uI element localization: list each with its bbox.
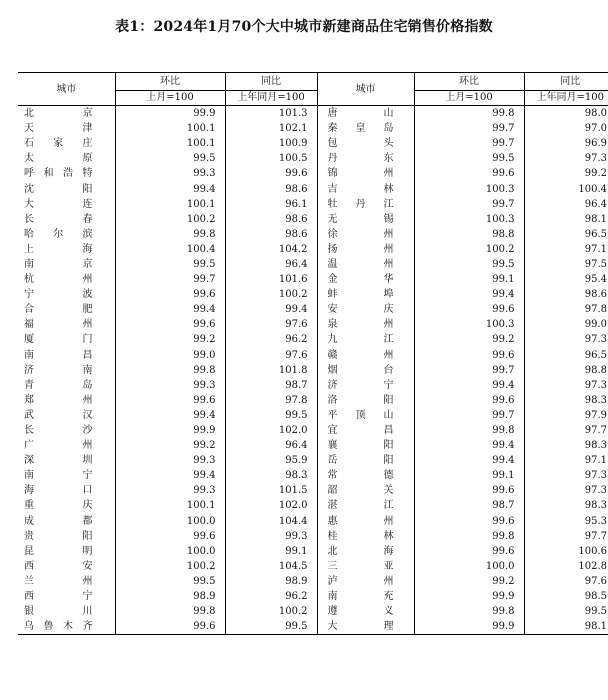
mom-value-right: 99.5 — [414, 151, 524, 166]
mom-value-right: 99.7 — [414, 408, 524, 423]
city-name-right: 北 海 — [317, 544, 414, 559]
yoy-value-right: 97.8 — [524, 302, 608, 317]
mom-value-left: 100.0 — [115, 544, 225, 559]
yoy-value-left: 99.6 — [225, 166, 317, 181]
table-row — [18, 242, 608, 257]
mom-value-right: 99.7 — [414, 197, 524, 212]
table-row — [18, 378, 608, 393]
city-name-left: 沈 阳 — [24, 183, 93, 195]
table-row — [18, 408, 608, 423]
yoy-value-left: 101.3 — [225, 106, 317, 122]
table-row — [18, 393, 608, 408]
mom-value-right: 99.6 — [414, 514, 524, 529]
yoy-value-right: 97.3 — [524, 378, 608, 393]
table-row — [18, 227, 608, 242]
yoy-value-right: 96.5 — [524, 348, 608, 363]
yoy-value-left: 97.8 — [225, 393, 317, 408]
yoy-value-right: 98.0 — [524, 106, 608, 122]
city-name-right: 赣 州 — [317, 348, 414, 363]
mom-value-right: 99.8 — [414, 106, 524, 122]
table-row — [18, 181, 608, 196]
city-name-right: 烟 台 — [317, 363, 414, 378]
city-name-left: 福 州 — [24, 319, 93, 331]
yoy-value-left: 99.1 — [225, 544, 317, 559]
yoy-header-right: 同比 — [524, 73, 608, 91]
mom-value-left: 99.4 — [115, 302, 225, 317]
mom-value-left: 99.4 — [115, 468, 225, 483]
table-row — [18, 166, 608, 181]
yoy-value-left: 99.4 — [225, 302, 317, 317]
table-row — [18, 529, 608, 544]
yoy-value-right: 97.3 — [524, 332, 608, 347]
yoy-value-right: 96.4 — [524, 197, 608, 212]
table-row — [18, 106, 608, 122]
mom-value-right: 99.8 — [414, 423, 524, 438]
mom-value-right: 99.6 — [414, 302, 524, 317]
mom-value-right: 100.0 — [414, 559, 524, 574]
city-header-left: 城市 — [18, 73, 115, 106]
city-name-right: 泉 州 — [317, 317, 414, 332]
yoy-value-left: 99.5 — [225, 408, 317, 423]
yoy-value-right: 95.3 — [524, 514, 608, 529]
mom-header-left: 环比 — [115, 73, 225, 91]
mom-value-left: 99.3 — [115, 483, 225, 498]
yoy-value-right: 97.3 — [524, 468, 608, 483]
table-row — [18, 363, 608, 378]
mom-value-left: 99.8 — [115, 363, 225, 378]
yoy-value-left: 104.4 — [225, 514, 317, 529]
mom-value-right: 99.4 — [414, 438, 524, 453]
mom-value-right: 99.6 — [414, 393, 524, 408]
city-name-right: 惠 州 — [317, 514, 414, 529]
city-name-right: 济 宁 — [317, 378, 414, 393]
mom-value-left: 99.6 — [115, 287, 225, 302]
city-name-left: 西 安 — [24, 560, 93, 572]
city-name-right: 泸 州 — [317, 574, 414, 589]
yoy-value-right: 99.0 — [524, 317, 608, 332]
city-name-left: 南 宁 — [24, 470, 93, 482]
yoy-value-left: 100.2 — [225, 604, 317, 619]
city-name-left: 银 川 — [24, 606, 93, 618]
mom-value-right: 99.7 — [414, 363, 524, 378]
yoy-value-right: 100.6 — [524, 544, 608, 559]
table-row — [18, 559, 608, 574]
city-name-left: 青 岛 — [24, 379, 93, 391]
city-name-right: 安 庆 — [317, 302, 414, 317]
city-name-left: 济 南 — [24, 364, 93, 376]
city-name-left: 昆 明 — [24, 545, 93, 557]
city-name-right: 九 江 — [317, 332, 414, 347]
mom-value-right: 99.6 — [414, 166, 524, 181]
yoy-value-left: 96.4 — [225, 438, 317, 453]
mom-value-left: 99.3 — [115, 378, 225, 393]
yoy-value-right: 98.6 — [524, 287, 608, 302]
yoy-value-right: 97.5 — [524, 257, 608, 272]
mom-value-left: 99.3 — [115, 166, 225, 181]
yoy-value-left: 98.6 — [225, 181, 317, 196]
yoy-value-left: 95.9 — [225, 453, 317, 468]
yoy-value-left: 102.1 — [225, 121, 317, 136]
table-row — [18, 151, 608, 166]
table-row — [18, 438, 608, 453]
mom-value-right: 100.3 — [414, 212, 524, 227]
mom-value-right: 99.2 — [414, 574, 524, 589]
yoy-value-left: 102.0 — [225, 498, 317, 513]
yoy-value-right: 98.1 — [524, 619, 608, 635]
yoy-value-left: 100.5 — [225, 151, 317, 166]
mom-value-right: 99.7 — [414, 136, 524, 151]
city-name-left: 北 京 — [24, 108, 93, 120]
mom-value-right: 99.2 — [414, 332, 524, 347]
mom-value-left: 100.1 — [115, 498, 225, 513]
yoy-value-left: 99.5 — [225, 619, 317, 635]
mom-value-right: 99.7 — [414, 121, 524, 136]
table-row — [18, 498, 608, 513]
mom-base-right: 上月=100 — [414, 91, 524, 106]
table-row — [18, 272, 608, 287]
mom-value-right: 99.9 — [414, 589, 524, 604]
city-name-left: 哈尔滨 — [24, 228, 93, 240]
mom-value-left: 98.9 — [115, 589, 225, 604]
table-row — [18, 302, 608, 317]
table-row — [18, 544, 608, 559]
yoy-value-left: 98.6 — [225, 212, 317, 227]
city-name-right: 牡丹江 — [317, 197, 414, 212]
city-name-left: 宁 波 — [24, 289, 93, 301]
mom-value-left: 100.1 — [115, 136, 225, 151]
yoy-value-left: 96.2 — [225, 332, 317, 347]
yoy-value-left: 96.1 — [225, 197, 317, 212]
mom-value-left: 100.2 — [115, 559, 225, 574]
city-name-right: 三 亚 — [317, 559, 414, 574]
mom-value-left: 99.6 — [115, 393, 225, 408]
city-name-right: 洛 阳 — [317, 393, 414, 408]
mom-base-left: 上月=100 — [115, 91, 225, 106]
yoy-value-right: 97.7 — [524, 529, 608, 544]
table-row — [18, 317, 608, 332]
mom-value-left: 99.8 — [115, 227, 225, 242]
mom-value-right: 99.4 — [414, 453, 524, 468]
city-name-left: 深 圳 — [24, 455, 93, 467]
city-name-left: 重 庆 — [24, 500, 93, 512]
yoy-value-right: 98.3 — [524, 438, 608, 453]
yoy-value-left: 96.2 — [225, 589, 317, 604]
yoy-value-left: 98.9 — [225, 574, 317, 589]
table-row — [18, 332, 608, 347]
mom-value-right: 99.6 — [414, 544, 524, 559]
header-row-labels — [18, 73, 608, 91]
mom-value-right: 100.2 — [414, 242, 524, 257]
table-row — [18, 348, 608, 363]
city-name-left: 天 津 — [24, 123, 93, 135]
table-row — [18, 423, 608, 438]
city-name-right: 温 州 — [317, 257, 414, 272]
mom-value-left: 99.9 — [115, 106, 225, 122]
yoy-value-left: 98.3 — [225, 468, 317, 483]
city-name-right: 包 头 — [317, 136, 414, 151]
yoy-value-right: 98.3 — [524, 498, 608, 513]
yoy-value-right: 97.9 — [524, 408, 608, 423]
city-name-left: 厦 门 — [24, 334, 93, 346]
mom-value-left: 99.8 — [115, 604, 225, 619]
table-row — [18, 468, 608, 483]
mom-value-right: 99.1 — [414, 468, 524, 483]
table-row — [18, 604, 608, 619]
yoy-value-left: 104.5 — [225, 559, 317, 574]
mom-value-left: 99.6 — [115, 529, 225, 544]
city-name-right: 无 锡 — [317, 212, 414, 227]
yoy-value-right: 97.0 — [524, 121, 608, 136]
mom-value-left: 99.0 — [115, 348, 225, 363]
mom-value-left: 99.4 — [115, 408, 225, 423]
mom-value-left: 100.0 — [115, 514, 225, 529]
city-name-left: 合 肥 — [24, 304, 93, 316]
mom-value-right: 100.3 — [414, 181, 524, 196]
yoy-value-right: 99.5 — [524, 604, 608, 619]
yoy-value-right: 98.8 — [524, 363, 608, 378]
city-name-left: 太 原 — [24, 153, 93, 165]
mom-value-left: 99.2 — [115, 332, 225, 347]
mom-value-left: 99.5 — [115, 574, 225, 589]
city-name-right: 金 华 — [317, 272, 414, 287]
city-name-left: 乌鲁木齐 — [18, 619, 115, 635]
city-name-left: 南 昌 — [24, 349, 93, 361]
city-name-left: 呼和浩特 — [24, 168, 93, 180]
price-index-table — [18, 72, 608, 635]
mom-value-right: 99.4 — [414, 287, 524, 302]
table-row — [18, 619, 608, 635]
yoy-value-right: 95.4 — [524, 272, 608, 287]
city-name-left: 长 春 — [24, 213, 93, 225]
mom-value-right: 99.1 — [414, 272, 524, 287]
yoy-value-right: 97.1 — [524, 453, 608, 468]
mom-value-left: 99.6 — [115, 619, 225, 635]
yoy-value-right: 97.7 — [524, 423, 608, 438]
table-row — [18, 453, 608, 468]
yoy-value-right: 100.4 — [524, 181, 608, 196]
yoy-value-left: 100.2 — [225, 287, 317, 302]
yoy-value-right: 97.3 — [524, 483, 608, 498]
city-name-right: 平顶山 — [317, 408, 414, 423]
yoy-base-right: 上年同月=100 — [524, 91, 608, 106]
city-name-right: 秦皇岛 — [317, 121, 414, 136]
yoy-value-left: 99.3 — [225, 529, 317, 544]
mom-value-right: 99.9 — [414, 619, 524, 635]
yoy-value-left: 98.7 — [225, 378, 317, 393]
city-name-right: 徐 州 — [317, 227, 414, 242]
mom-value-right: 100.3 — [414, 317, 524, 332]
city-name-left: 广 州 — [24, 440, 93, 452]
city-name-right: 襄 阳 — [317, 438, 414, 453]
mom-value-right: 99.5 — [414, 257, 524, 272]
city-name-left: 兰 州 — [24, 575, 93, 587]
city-name-left: 成 都 — [24, 515, 93, 527]
yoy-value-left: 97.6 — [225, 317, 317, 332]
mom-value-left: 100.1 — [115, 121, 225, 136]
city-name-right: 常 德 — [317, 468, 414, 483]
mom-value-left: 100.1 — [115, 197, 225, 212]
yoy-value-right: 97.1 — [524, 242, 608, 257]
mom-value-right: 98.8 — [414, 227, 524, 242]
city-name-left: 贵 阳 — [24, 530, 93, 542]
yoy-value-left: 97.6 — [225, 348, 317, 363]
yoy-value-left: 101.6 — [225, 272, 317, 287]
city-name-right: 岳 阳 — [317, 453, 414, 468]
yoy-value-right: 96.5 — [524, 227, 608, 242]
yoy-header-left: 同比 — [225, 73, 317, 91]
city-name-left: 杭 州 — [24, 274, 93, 286]
city-name-left: 石家庄 — [24, 138, 93, 150]
city-name-right: 湛 江 — [317, 498, 414, 513]
city-header-right: 城市 — [317, 73, 414, 106]
yoy-value-left: 102.0 — [225, 423, 317, 438]
table-row — [18, 212, 608, 227]
yoy-value-left: 100.9 — [225, 136, 317, 151]
mom-value-right: 99.6 — [414, 348, 524, 363]
city-name-right: 唐 山 — [317, 106, 414, 122]
table-row — [18, 514, 608, 529]
mom-value-left: 99.4 — [115, 181, 225, 196]
yoy-value-right: 98.3 — [524, 393, 608, 408]
table-row — [18, 589, 608, 604]
yoy-value-right: 99.2 — [524, 166, 608, 181]
mom-value-left: 99.6 — [115, 317, 225, 332]
table-row — [18, 483, 608, 498]
city-name-right: 丹 东 — [317, 151, 414, 166]
city-name-right: 蚌 埠 — [317, 287, 414, 302]
table-row — [18, 287, 608, 302]
mom-value-left: 100.2 — [115, 212, 225, 227]
yoy-value-left: 96.4 — [225, 257, 317, 272]
mom-value-left: 99.2 — [115, 438, 225, 453]
yoy-value-left: 104.2 — [225, 242, 317, 257]
city-name-left: 大 连 — [24, 198, 93, 210]
yoy-value-left: 101.8 — [225, 363, 317, 378]
yoy-value-right: 96.9 — [524, 136, 608, 151]
table-row — [18, 257, 608, 272]
yoy-value-right: 97.6 — [524, 574, 608, 589]
mom-header-right: 环比 — [414, 73, 524, 91]
mom-value-left: 99.7 — [115, 272, 225, 287]
mom-value-left: 99.3 — [115, 453, 225, 468]
city-name-right: 韶 关 — [317, 483, 414, 498]
city-name-right: 吉 林 — [317, 181, 414, 196]
city-name-left: 郑 州 — [24, 394, 93, 406]
yoy-base-left: 上年同月=100 — [225, 91, 317, 106]
table-row — [18, 574, 608, 589]
yoy-value-left: 101.5 — [225, 483, 317, 498]
mom-value-right: 98.7 — [414, 498, 524, 513]
city-name-left: 武 汉 — [24, 409, 93, 421]
city-name-left: 长 沙 — [24, 425, 93, 437]
city-name-left: 西 宁 — [24, 591, 93, 603]
mom-value-left: 100.4 — [115, 242, 225, 257]
table-row — [18, 197, 608, 212]
city-name-right: 锦 州 — [317, 166, 414, 181]
yoy-value-right: 98.1 — [524, 212, 608, 227]
city-name-right: 宜 昌 — [317, 423, 414, 438]
yoy-value-right: 102.8 — [524, 559, 608, 574]
mom-value-left: 99.5 — [115, 151, 225, 166]
city-name-right: 桂 林 — [317, 529, 414, 544]
table-row — [18, 121, 608, 136]
city-name-right: 大 理 — [317, 619, 414, 635]
city-name-right: 遵 义 — [317, 604, 414, 619]
mom-value-right: 99.4 — [414, 378, 524, 393]
mom-value-right: 99.6 — [414, 483, 524, 498]
city-name-right: 扬 州 — [317, 242, 414, 257]
yoy-value-right: 97.3 — [524, 151, 608, 166]
mom-value-right: 99.8 — [414, 604, 524, 619]
yoy-value-right: 98.5 — [524, 589, 608, 604]
city-name-left: 上 海 — [24, 243, 93, 255]
mom-value-left: 99.5 — [115, 257, 225, 272]
city-name-left: 海 口 — [24, 485, 93, 497]
page-title: 表1：2024年1月70个大中城市新建商品住宅销售价格指数 — [115, 19, 493, 35]
yoy-value-left: 98.6 — [225, 227, 317, 242]
mom-value-left: 99.9 — [115, 423, 225, 438]
city-name-left: 南 京 — [24, 258, 93, 270]
city-name-right: 南 充 — [317, 589, 414, 604]
mom-value-right: 99.8 — [414, 529, 524, 544]
table-row — [18, 136, 608, 151]
